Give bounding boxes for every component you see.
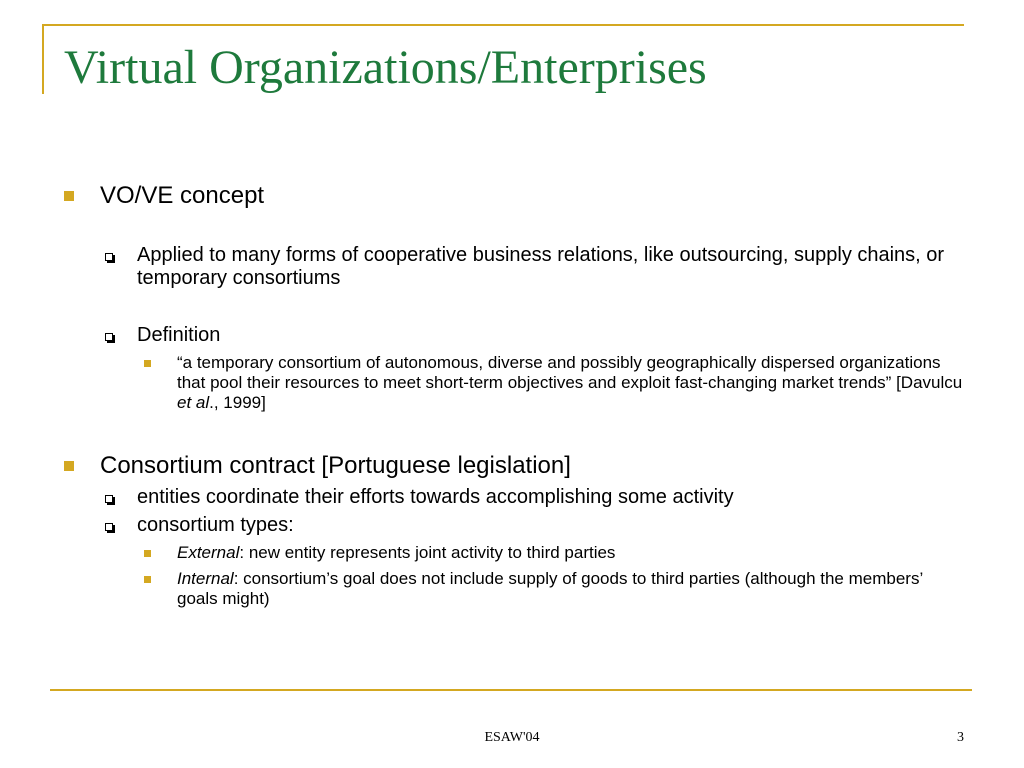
slide-title: Virtual Organizations/Enterprises [64,41,707,94]
sub-bullet-item-consortium-types [137,514,967,537]
square-bullet-icon [144,576,151,583]
sub-bullet-item-entities [137,486,967,509]
quote-citation-text: ., 1999] [209,393,266,412]
bullet-item-vo-ve-concept [100,182,960,210]
external-description: : new entity represents joint activity to third parties [239,543,616,562]
bullet-text: VO/VE concept [100,182,265,209]
footer-divider-line [50,689,972,691]
footer-event-label: ESAW'04 [484,730,540,745]
sub-bullet-text: consortium types: [137,514,294,536]
sub-bullet-text: Definition [137,324,221,346]
external-type-text [177,543,957,563]
sub-sub-bullet-item-internal [177,569,957,609]
sub-bullet-text: Applied to many forms of cooperative business relations, like outsourcing, supply chains, or temporary consortiums [137,244,945,289]
sub-sub-bullet-item-external [177,543,957,563]
sub-bullet-item-applied [137,244,967,290]
square-bullet-icon [144,360,151,367]
sub-sub-bullet-item-definition-quote [177,353,972,413]
hollow-square-bullet-icon [105,333,113,341]
bullet-text: Consortium contract [Portuguese legislation] [100,452,571,479]
quote-text: “a temporary consortium of autonomous, diverse and possibly geographically dispersed organizations that pool their resources to meet short-term objectives and exploit fast-changing market trends” [Davulcu [177,353,963,392]
square-bullet-icon [144,550,151,557]
hollow-square-bullet-icon [105,253,113,261]
sub-bullet-text: entities coordinate their efforts towards accomplishing some activity [137,486,734,508]
external-term: External [177,543,240,562]
bullet-item-consortium-contract [100,452,960,480]
square-bullet-icon [64,191,74,201]
internal-term: Internal [177,569,234,588]
internal-type-text [177,569,957,609]
quote-italic-text: et al [177,393,210,412]
square-bullet-icon [64,461,74,471]
slide-page-number: 3 [957,730,964,745]
hollow-square-bullet-icon [105,495,113,503]
sub-bullet-item-definition [137,324,967,347]
definition-quote [177,353,972,413]
hollow-square-bullet-icon [105,523,113,531]
internal-description: : consortium’s goal does not include supply of goods to third parties (although the members’ goals might) [177,569,923,608]
